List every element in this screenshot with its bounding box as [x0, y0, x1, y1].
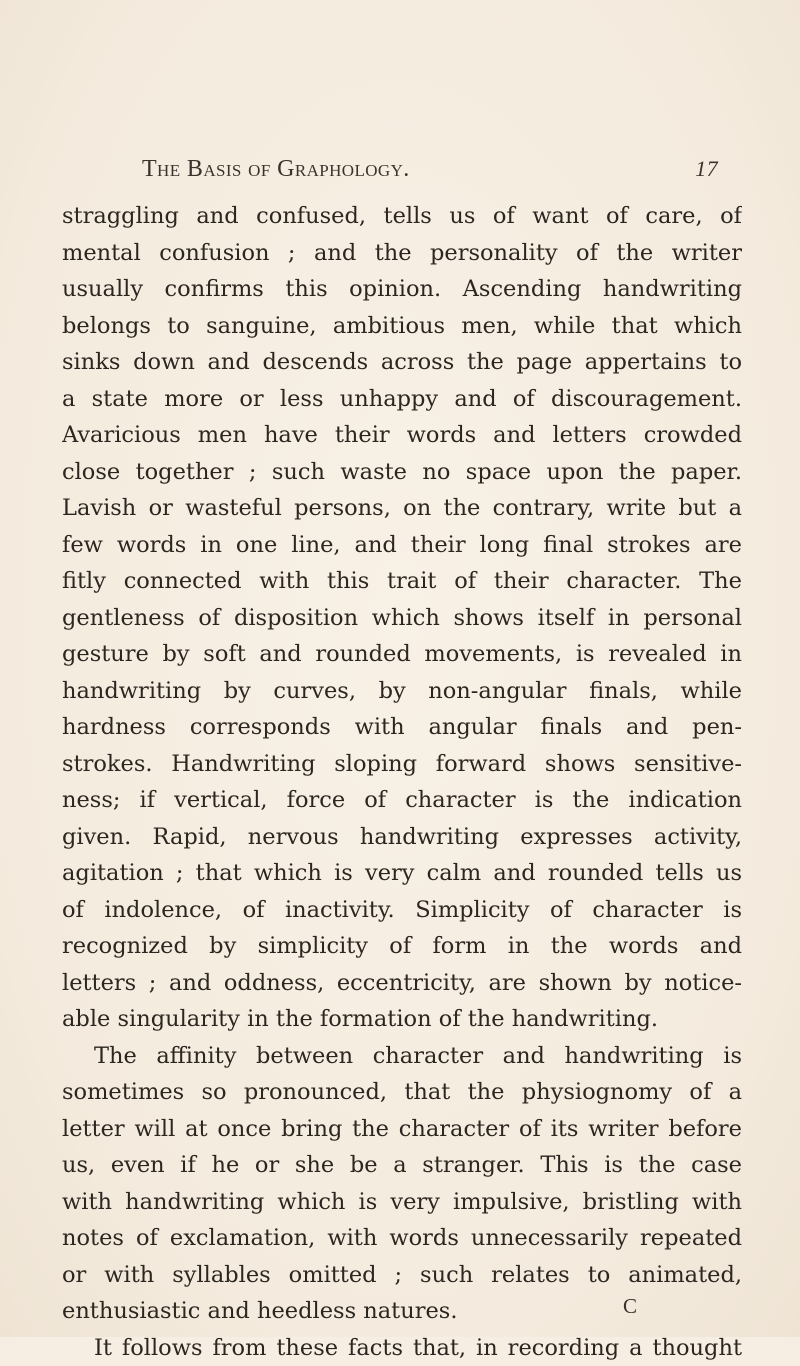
text-line: able singularity in the formation of the handwriting. [62, 1001, 742, 1038]
text-line: with handwriting which is very impulsive, bristling with [62, 1184, 742, 1221]
text-line: straggling and confused, tells us of want of care, of [62, 198, 742, 235]
text-line: sinks down and descends across the page appertains to [62, 344, 742, 381]
text-line: few words in one line, and their long final strokes are [62, 527, 742, 564]
text-line: usually confirms this opinion. Ascending handwriting [62, 271, 742, 308]
text-line: sometimes so pronounced, that the physiognomy of a [62, 1074, 742, 1111]
text-line: enthusiastic and heedless natures. [62, 1293, 742, 1330]
text-line: mental confusion ; and the personality of the writer [62, 235, 742, 272]
text-line: of indolence, of inactivity. Simplicity of character is [62, 892, 742, 929]
signature-mark: C [615, 1294, 645, 1319]
text-line: strokes. Handwriting sloping forward shows sensitive- [62, 746, 742, 783]
running-head [142, 156, 718, 186]
text-line: gentleness of disposition which shows itself in personal [62, 600, 742, 637]
text-line: us, even if he or she be a stranger. This is the case [62, 1147, 742, 1184]
text-line: close together ; such waste no space upon the paper. [62, 454, 742, 491]
text-line: The affinity between character and handwriting is [62, 1038, 742, 1075]
text-line: letter will at once bring the character of its writer before [62, 1111, 742, 1148]
text-line: Lavish or wasteful persons, on the contrary, write but a [62, 490, 742, 527]
page-number: 17 [695, 156, 718, 182]
text-line: or with syllables omitted ; such relates to animated, [62, 1257, 742, 1294]
text-line: agitation ; that which is very calm and rounded tells us [62, 855, 742, 892]
text-line: hardness corresponds with angular finals and pen- [62, 709, 742, 746]
text-line: fitly connected with this trait of their character. The [62, 563, 742, 600]
text-line: recognized by simplicity of form in the words and [62, 928, 742, 965]
text-line: Avaricious men have their words and letters crowded [62, 417, 742, 454]
body-text [62, 198, 742, 1366]
text-line: handwriting by curves, by non-angular finals, while [62, 673, 742, 710]
text-line: letters ; and oddness, eccentricity, are shown by notice- [62, 965, 742, 1002]
text-line: notes of exclamation, with words unnecessarily repeated [62, 1220, 742, 1257]
text-line: gesture by soft and rounded movements, is revealed in [62, 636, 742, 673]
text-line: ness; if vertical, force of character is the indication [62, 782, 742, 819]
running-title: The Basis of Graphology. [142, 156, 410, 183]
text-line: a state more or less unhappy and of discouragement. [62, 381, 742, 418]
text-line: given. Rapid, nervous handwriting expresses activity, [62, 819, 742, 856]
text-line: belongs to sanguine, ambitious men, while that which [62, 308, 742, 345]
text-line: It follows from these facts that, in recording a thought [62, 1330, 742, 1366]
